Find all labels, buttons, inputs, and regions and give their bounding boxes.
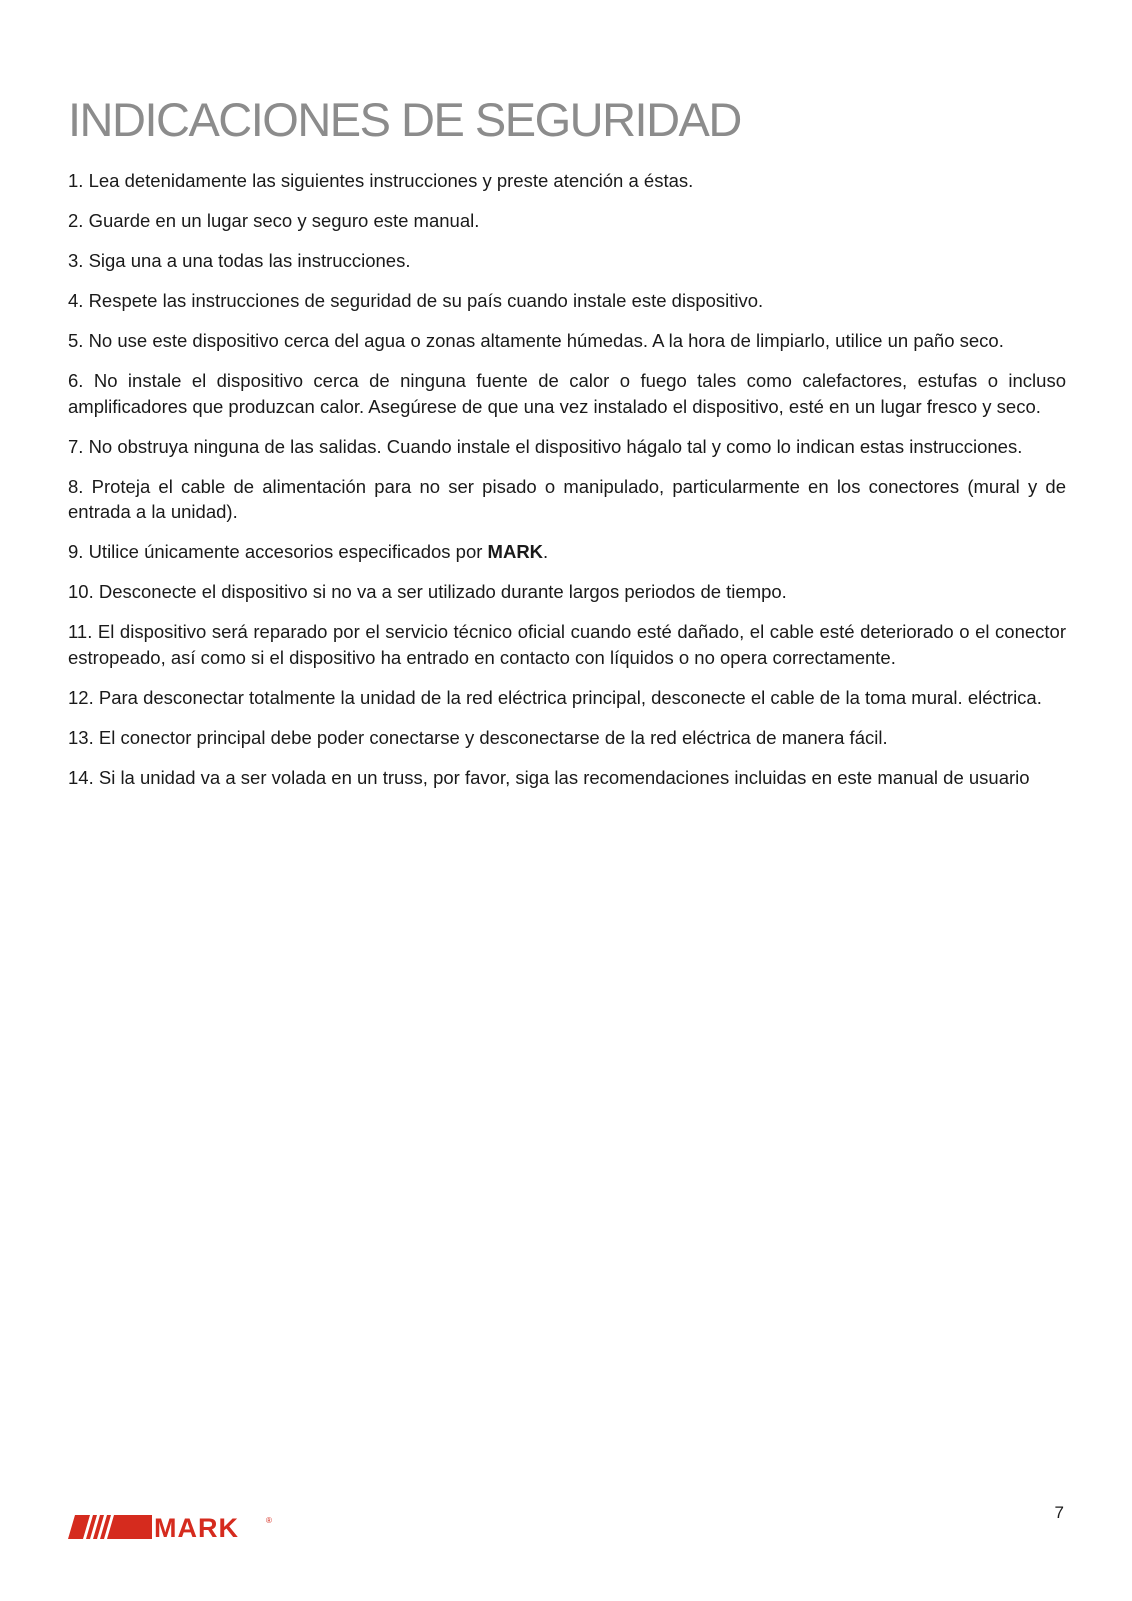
page-title: INDICACIONES DE SEGURIDAD [68, 93, 741, 146]
instruction-item-8: 8. Proteja el cable de alimentación para no ser pisado o manipulado, particularmente en los conectores (mural y de entrada a la unidad). [68, 475, 1066, 522]
logo-emblem-right [107, 1515, 152, 1539]
instruction-9-suffix: . [543, 541, 549, 562]
instruction-item-1: 1. Lea detenidamente las siguientes instrucciones y preste atención a éstas. [68, 170, 694, 191]
instruction-item-13: 13. El conector principal debe poder conectarse y desconectarse de la red eléctrica de manera fácil. [68, 726, 888, 748]
instruction-item-14: 14. Si la unidad va a ser volada en un truss, por favor, siga las recomendaciones incluidas en este manual de usuario [68, 766, 1030, 788]
instruction-item-7: 7. No obstruya ninguna de las salidas. Cuando instale el dispositivo hágalo tal y como lo indican estas instrucciones. [68, 435, 1023, 457]
instruction-item-3: 3. Siga una a una todas las instrucciones. [68, 250, 411, 271]
mark-logo [68, 1512, 278, 1542]
instruction-item-5: 5. No use este dispositivo cerca del agua o zonas altamente húmedas. A la hora de limpiarlo, utilice un paño seco. [68, 330, 1004, 351]
logo-wordmark: MARK [154, 1513, 239, 1542]
instruction-item-10: 10. Desconecte el dispositivo si no va a ser utilizado durante largos periodos de tiempo. [68, 581, 787, 602]
brand-name: MARK [487, 541, 544, 562]
mark-logo-graphic [68, 1512, 278, 1542]
logo-registered-mark: ® [266, 1516, 272, 1525]
logo-emblem-left [68, 1515, 90, 1539]
instruction-item-9 [68, 539, 1066, 565]
instruction-item-11: 11. El dispositivo será reparado por el servicio técnico oficial cuando esté dañado, el cable esté deteriorado o el conector estropeado, así como si el dispositivo ha entrado en contacto con líquidos o no opera correctamente. [68, 621, 1066, 668]
instruction-item-2: 2. Guarde en un lugar seco y seguro este manual. [68, 210, 480, 231]
instruction-item-12: 12. Para desconectar totalmente la unidad de la red eléctrica principal, desconecte el cable de la toma mural. eléctrica. [68, 686, 1042, 708]
instruction-item-6: 6. No instale el dispositivo cerca de ninguna fuente de calor o fuego tales como calefactores, estufas o incluso amplificadores que produzcan calor. Asegúrese de que una vez instalado el dispositivo, esté en un lugar fresco y seco. [68, 370, 1066, 417]
instruction-list [68, 168, 1066, 805]
instruction-item-4: 4. Respete las instrucciones de seguridad de su país cuando instale este dispositivo. [68, 290, 764, 311]
instruction-9-prefix: 9. Utilice únicamente accesorios especificados por [68, 541, 488, 562]
page-number: 7 [1054, 1503, 1064, 1522]
